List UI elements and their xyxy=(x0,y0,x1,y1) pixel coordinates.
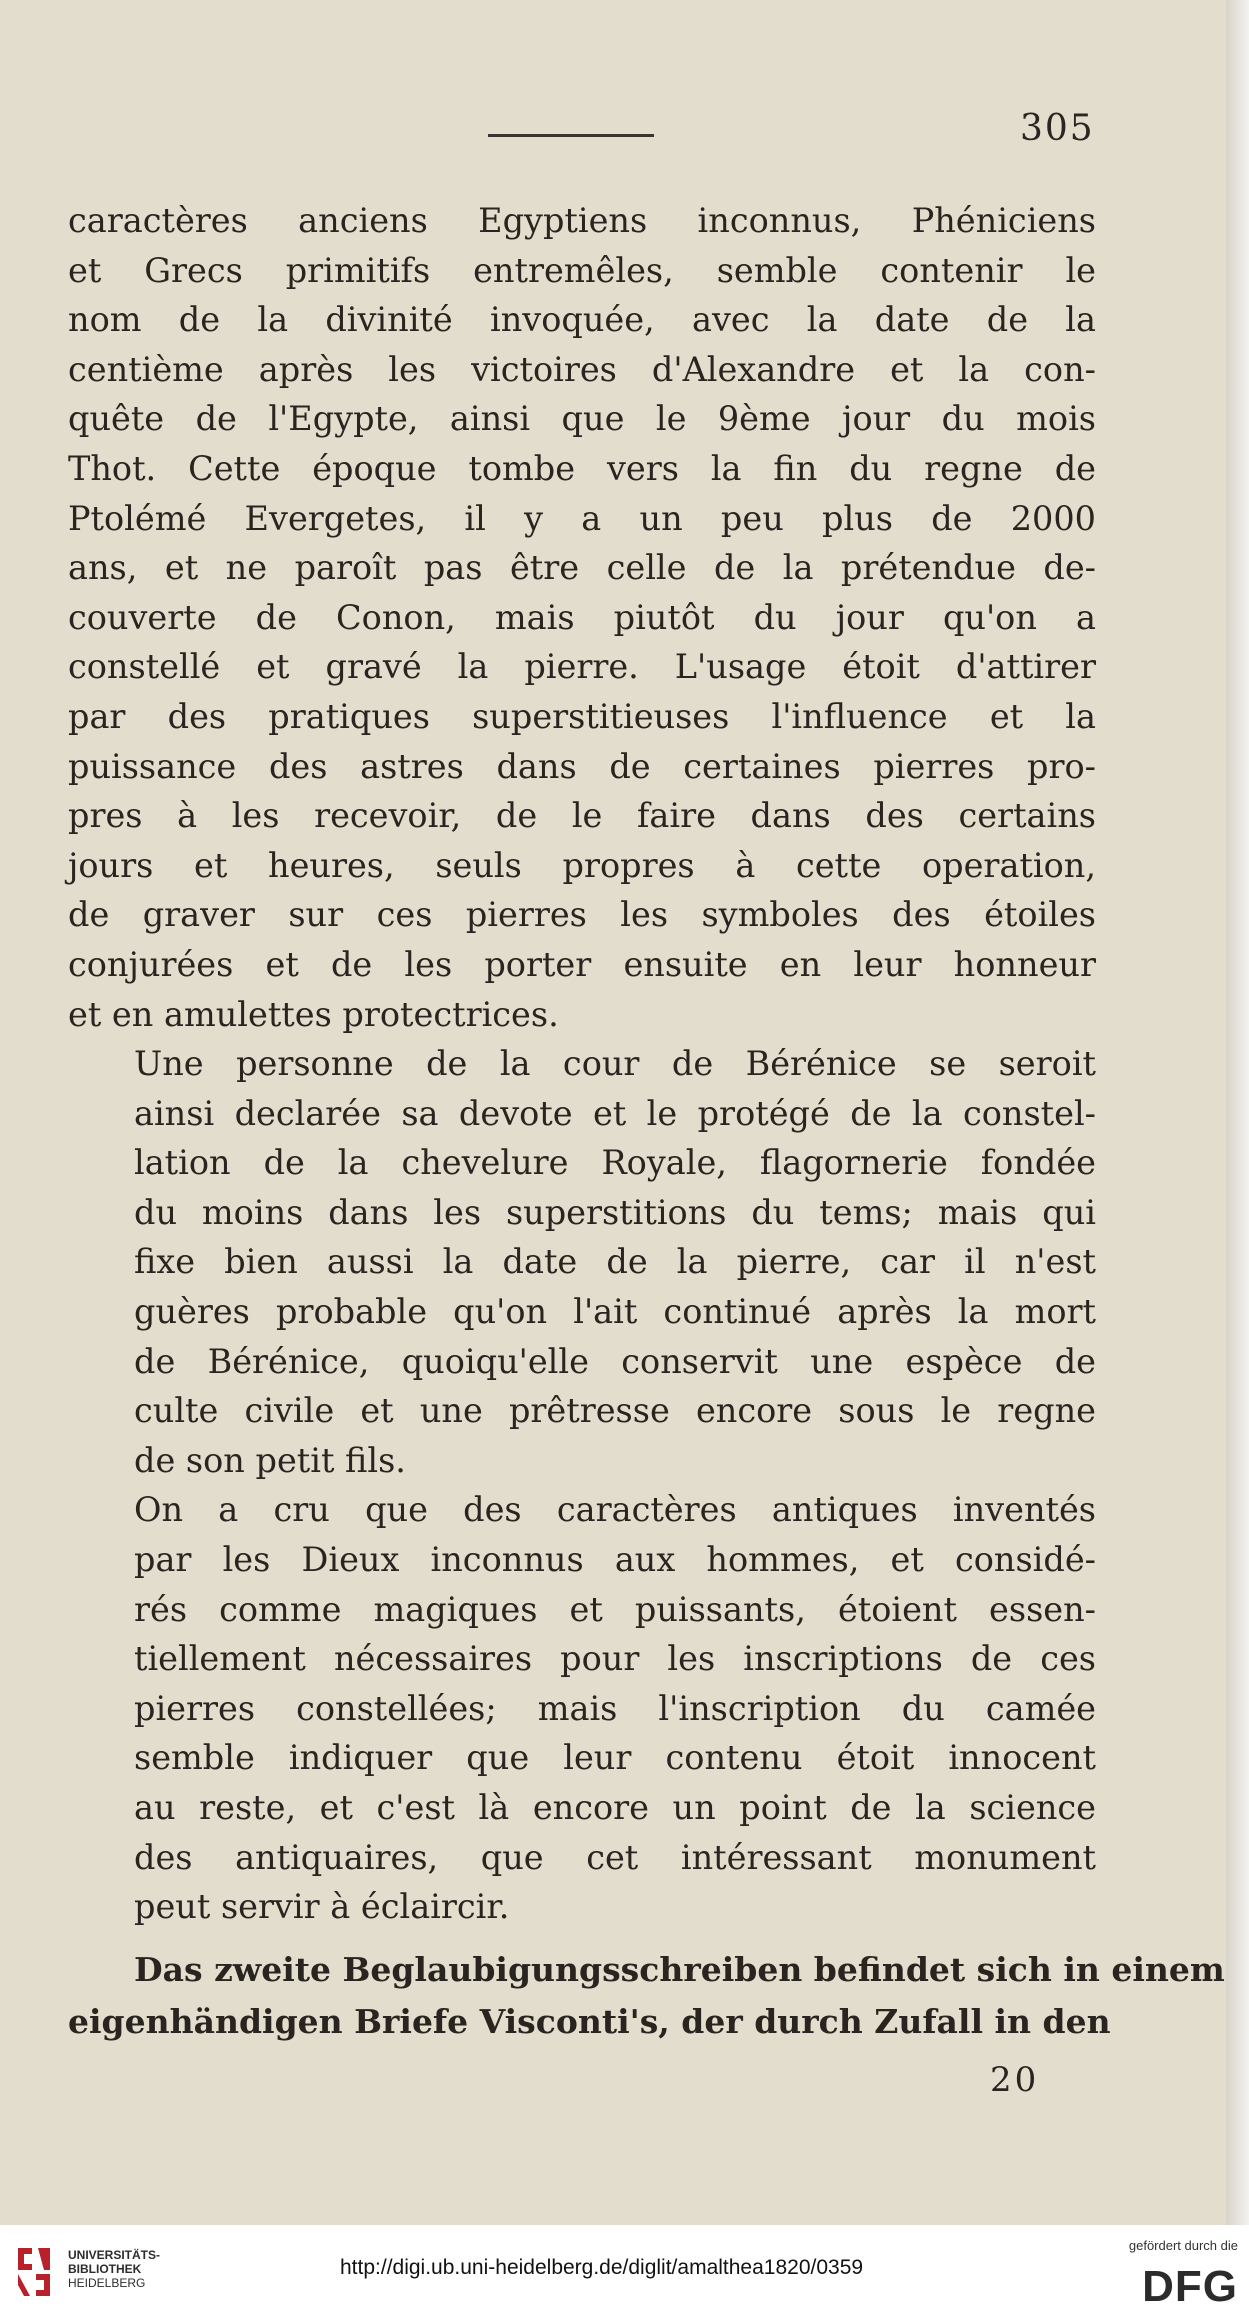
text-line: Ptolémé Evergetes, il y a un peu plus de 2000 xyxy=(68,498,1096,538)
text-line: de graver sur ces pierres les symboles des étoiles xyxy=(68,895,1096,935)
text-line: semble indiquer que leur contenu étoit innocent xyxy=(134,1738,1096,1778)
header-rule xyxy=(488,134,654,137)
text-line: On a cru que des caractères antiques inventés xyxy=(134,1490,1096,1530)
paragraph-2 xyxy=(68,1039,1096,1485)
text-line: des antiquaires, que cet intéressant monument xyxy=(134,1837,1096,1877)
university-library-logo-icon xyxy=(14,2244,54,2300)
text-line: centième après les victoires d'Alexandre et la con- xyxy=(68,349,1096,389)
text-line: rés comme magiques et puissants, étoient essen- xyxy=(134,1589,1096,1629)
text-line: pres à les recevoir, de le faire dans des certains xyxy=(68,796,1096,836)
german-paragraph xyxy=(68,1944,1225,2048)
library-name-line2: BIBLIOTHEK xyxy=(68,2262,142,2276)
text-line: eigenhändigen Briefe Visconti's, der durch Zufall in den xyxy=(68,2001,1111,2041)
body-text xyxy=(68,196,1225,2048)
sponsor-note: gefördert durch die xyxy=(1128,2238,1238,2253)
text-line: ainsi declarée sa devote et le protégé de la constel- xyxy=(134,1093,1096,1133)
text-line: conjurées et de les porter ensuite en leur honneur xyxy=(68,944,1096,984)
text-line: guères probable qu'on l'ait continué après la mort xyxy=(134,1292,1096,1332)
text-line: du moins dans les superstitions du tems; mais qui xyxy=(134,1192,1096,1232)
source-url-link[interactable]: http://digi.ub.uni-heidelberg.de/diglit/amalthea1820/0359 xyxy=(340,2256,864,2279)
text-line: peut servir à éclaircir. xyxy=(134,1887,510,1927)
text-line: pierres constellées; mais l'inscription du camée xyxy=(134,1688,1096,1728)
text-line: caractères anciens Egyptiens inconnus, Phéniciens xyxy=(68,201,1096,240)
dfg-logo: DFG xyxy=(1142,2262,1238,2311)
library-name-line1: UNIVERSITÄTS- xyxy=(68,2248,161,2262)
text-line: Thot. Cette époque tombe vers la fin du regne de xyxy=(68,448,1096,488)
text-line: et en amulettes protectrices. xyxy=(68,994,559,1034)
text-line: et Grecs primitifs entremêles, semble contenir le xyxy=(68,250,1096,290)
text-line: constellé et gravé la pierre. L'usage étoit d'attirer xyxy=(68,647,1096,687)
text-line: fixe bien aussi la date de la pierre, car il n'est xyxy=(134,1242,1096,1282)
text-line: Une personne de la cour de Bérénice se seroit xyxy=(134,1044,1096,1084)
library-name xyxy=(68,2248,228,2290)
text-line: jours et heures, seuls propres à cette operation, xyxy=(68,845,1096,885)
text-line: nom de la divinité invoquée, avec la date de la xyxy=(68,300,1096,340)
page-number: 305 xyxy=(1020,108,1095,149)
text-line: quête de l'Egypte, ainsi que le 9ème jour du mois xyxy=(68,399,1096,439)
text-line: Das zweite Beglaubigungsschreiben befindet sich in einem xyxy=(134,1949,1225,1989)
text-line: de Bérénice, quoiqu'elle conservit une espèce de xyxy=(134,1341,1096,1381)
text-line: tiellement nécessaires pour les inscriptions de ces xyxy=(134,1639,1096,1679)
signature-mark: 20 xyxy=(990,2060,1040,2100)
text-line: par des pratiques superstitieuses l'influence et la xyxy=(68,696,1096,736)
page-edge xyxy=(1226,0,1249,2225)
text-line: par les Dieux inconnus aux hommes, et considé- xyxy=(134,1540,1096,1580)
paragraph-3 xyxy=(68,1485,1096,1931)
text-line: couverte de Conon, mais piutôt du jour qu'on a xyxy=(68,597,1096,637)
text-line: de son petit fils. xyxy=(134,1440,406,1480)
text-line: au reste, et c'est là encore un point de la science xyxy=(134,1788,1096,1827)
text-line: lation de la chevelure Royale, flagornerie fondée xyxy=(134,1143,1096,1183)
text-line: culte civile et une prêtresse encore sous le regne xyxy=(134,1391,1096,1431)
library-city: HEIDELBERG xyxy=(68,2276,146,2290)
text-line: ans, et ne paroît pas être celle de la prétendue de- xyxy=(68,548,1096,588)
paragraph-1 xyxy=(68,196,1096,1039)
text-line: puissance des astres dans de certaines pierres pro- xyxy=(68,746,1096,786)
